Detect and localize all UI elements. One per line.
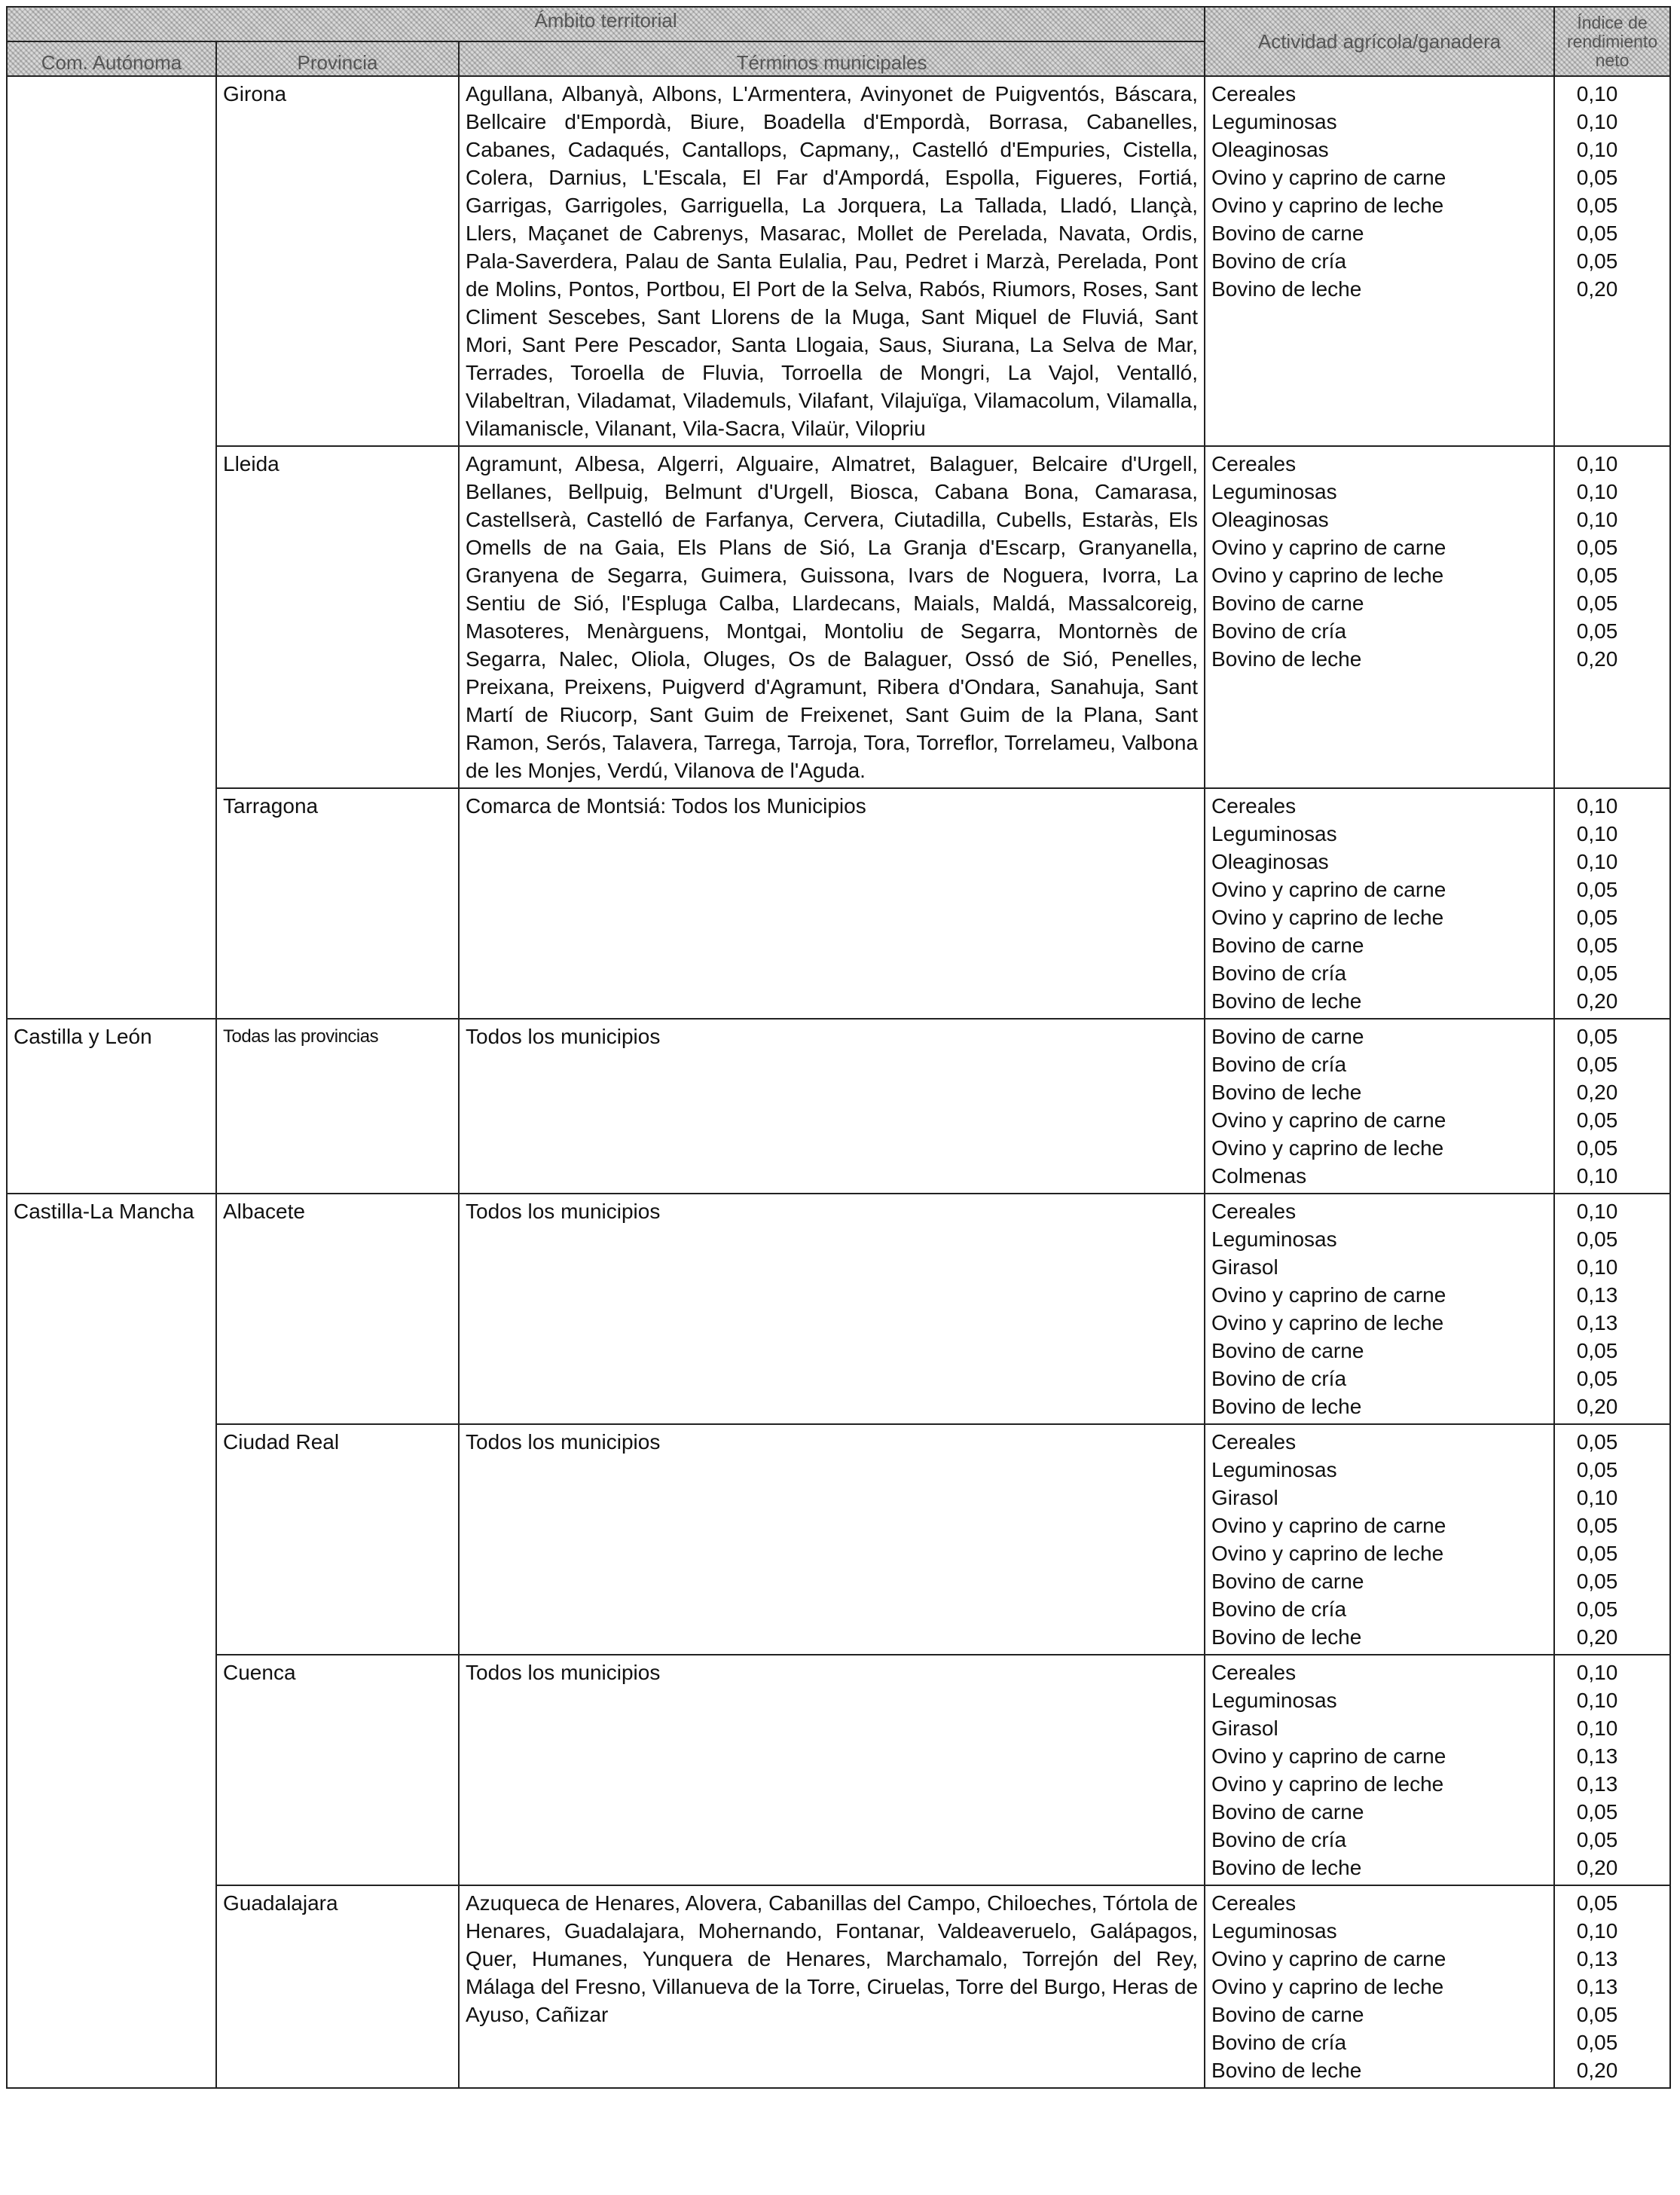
actividad-item: Oleaginosas [1211,508,1329,531]
actividad-item: Ovino y caprino de carne [1211,166,1446,189]
actividad-item: Cereales [1211,1661,1297,1684]
indice-value: 0,05 [1576,2003,1618,2026]
actividad-item: Leguminosas [1211,1919,1337,1943]
actividad-item: Ovino y caprino de leche [1211,1542,1444,1565]
cell-terminos-municipales: Comarca de Montsiá: Todos los Municipios [459,788,1205,1019]
indice-value: 0,10 [1576,1200,1618,1223]
actividad-item: Cereales [1211,1891,1297,1915]
actividad-item: Bovino de leche [1211,1625,1362,1649]
actividad-item: Ovino y caprino de carne [1211,1947,1446,1970]
cell-terminos-municipales: Agullana, Albanyà, Albons, L'Armentera, Avinyonet de Puigventós, Báscara, Bellcaire d'Empordà, Biure, Boadella d'Empordà, Borrasa, Cabanelles, Cabanes, Cadaqués, Cantallops, Capmany,, Castelló d'Empuries, Cistella, Colera, Darnius, L'Escala, El Far d'Ampordá, Espolla, Figueres, Fortiá, Garrigas, Garrigoles, Garriguella, La Jorquera, La Tallada, Lladó, Llançà, Llers, Maçanet de Cabrenys, Masarac, Mollet de Perelada, Navata, Ordis, Pala-Saverdera, Palau de Santa Eulalia, Pau, Pedret i Marzà, Perelada, Pont de Molins, Pontos, Portbou, El Port de la Selva, Rabós, Riumors, Roses, Sant Climent Sescebes, Sant Llorens de la Muga, Sant Miquel de Fluviá, Sant Mori, Sant Pere Pescador, Santa Llogaia, Saus, Siurana, La Selva de Mar, Terrades, Toroella de Fluvia, Torroella de Mongri, La Vajol, Ventalló, Vilabeltran, Viladamat, Vilademuls, Vilafant, Vilajuïga, Vilamacolum, Vilamalla, Vilamaniscle, Vilanant, Vila-Sacra, Vilaür, Vilopriu [459,76,1205,446]
actividad-item: Bovino de carne [1211,1339,1364,1362]
actividad-item: Bovino de carne [1211,2003,1364,2026]
actividad-item: Cereales [1211,1430,1297,1454]
cell-actividad [1205,446,1554,788]
actividad-item: Oleaginosas [1211,850,1329,873]
indice-value: 0,10 [1576,82,1618,105]
cell-indice [1554,1019,1670,1194]
actividad-item: Ovino y caprino de leche [1211,194,1444,217]
actividad-item: Ovino y caprino de leche [1211,906,1444,929]
actividad-item: Bovino de leche [1211,277,1362,301]
indice-value: 0,13 [1576,1744,1618,1768]
indice-value: 0,10 [1576,1486,1618,1509]
actividad-item: Bovino de carne [1211,934,1364,957]
actividad-item: Ovino y caprino de carne [1211,1108,1446,1132]
indice-value: 0,05 [1576,1227,1618,1251]
indice-value: 0,05 [1576,619,1618,643]
indice-value: 0,13 [1576,1311,1618,1334]
actividad-item: Leguminosas [1211,822,1337,845]
cell-provincia: Albacete [216,1194,459,1424]
indice-value: 0,20 [1576,1625,1618,1649]
actividad-item: Bovino de leche [1211,647,1362,671]
table-row [7,1194,1670,1424]
indice-value: 0,10 [1576,1255,1618,1279]
actividad-item: Ovino y caprino de carne [1211,1744,1446,1768]
indice-value: 0,13 [1576,1772,1618,1796]
indice-value: 0,05 [1576,1514,1618,1537]
table-sheet [6,6,1669,2089]
actividad-item: Bovino de leche [1211,2059,1362,2082]
cell-terminos-municipales: Todos los municipios [459,1424,1205,1655]
cell-indice [1554,1424,1670,1655]
indice-value: 0,10 [1576,508,1618,531]
cell-provincia: Lleida [216,446,459,788]
indice-value: 0,10 [1576,110,1618,133]
actividad-item: Bovino de cría [1211,1367,1347,1390]
cell-indice [1554,1655,1670,1885]
actividad-item: Cereales [1211,794,1297,818]
cell-terminos-municipales: Azuqueca de Henares, Alovera, Cabanillas del Campo, Chiloeches, Tórtola de Henares, Guadalajara, Mohernando, Fontanar, Valdeaveruelo, Galápagos, Quer, Humanes, Yunquera de Henares, Marchamalo, Torrejón del Rey, Málaga del Fresno, Villanueva de la Torre, Ciruelas, Torre del Burgo, Heras de Ayuso, Cañizar [459,1885,1205,2088]
indice-value: 0,10 [1576,138,1618,161]
header-prov: Provincia [216,41,459,76]
actividad-item: Bovino de leche [1211,1856,1362,1879]
indice-value: 0,10 [1576,794,1618,818]
indice-value: 0,05 [1576,1597,1618,1621]
indice-value: 0,10 [1576,1164,1618,1188]
cell-provincia: Todas las provincias [216,1019,459,1194]
indice-value: 0,05 [1576,249,1618,273]
actividad-item: Bovino de carne [1211,1025,1364,1048]
actividad-item: Girasol [1211,1717,1278,1740]
actividad-item: Leguminosas [1211,110,1337,133]
indice-value: 0,10 [1576,1717,1618,1740]
cell-com-autonoma: Castilla-La Mancha [7,1194,216,2088]
indice-value: 0,05 [1576,592,1618,615]
actividad-item: Bovino de cría [1211,1053,1347,1076]
cell-indice [1554,446,1670,788]
header-mun: Términos municipales [459,41,1205,76]
actividad-item: Girasol [1211,1255,1278,1279]
indice-value: 0,05 [1576,1570,1618,1593]
actividad-item: Bovino de cría [1211,2031,1347,2054]
table-header [7,7,1670,76]
indice-value: 0,10 [1576,1661,1618,1684]
cell-actividad [1205,1424,1554,1655]
cell-com-autonoma [7,76,216,1019]
indice-value: 0,05 [1576,536,1618,559]
actividad-item: Bovino de cría [1211,1828,1347,1851]
cell-terminos-municipales: Todos los municipios [459,1194,1205,1424]
indice-value: 0,10 [1576,1919,1618,1943]
cell-indice [1554,76,1670,446]
cell-actividad [1205,1655,1554,1885]
cell-actividad [1205,76,1554,446]
indice-value: 0,05 [1576,1828,1618,1851]
indice-value: 0,20 [1576,1856,1618,1879]
indice-value: 0,05 [1576,934,1618,957]
actividad-item: Bovino de carne [1211,222,1364,245]
indice-value: 0,10 [1576,822,1618,845]
indice-value: 0,20 [1576,1081,1618,1104]
table-body [7,76,1670,2088]
cell-terminos-municipales: Todos los municipios [459,1019,1205,1194]
actividad-item: Bovino de carne [1211,1570,1364,1593]
actividad-item: Bovino de cría [1211,1597,1347,1621]
actividad-item: Bovino de leche [1211,989,1362,1013]
actividad-item: Leguminosas [1211,480,1337,503]
actividad-item: Leguminosas [1211,1458,1337,1481]
actividad-item: Cereales [1211,82,1297,105]
actividad-item: Ovino y caprino de leche [1211,1311,1444,1334]
indice-value: 0,20 [1576,647,1618,671]
actividad-item: Leguminosas [1211,1227,1337,1251]
indice-value: 0,05 [1576,564,1618,587]
header-com: Com. Autónoma [7,41,216,76]
cell-provincia: Ciudad Real [216,1424,459,1655]
cell-provincia: Tarragona [216,788,459,1019]
actividad-item: Ovino y caprino de carne [1211,1283,1446,1307]
cell-provincia: Cuenca [216,1655,459,1885]
indice-value: 0,10 [1576,480,1618,503]
indice-value: 0,20 [1576,989,1618,1013]
actividad-item: Ovino y caprino de leche [1211,1975,1444,1998]
indice-value: 0,05 [1576,1053,1618,1076]
table-row [7,788,1670,1019]
indice-value: 0,05 [1576,1108,1618,1132]
actividad-item: Colmenas [1211,1164,1307,1188]
indice-value: 0,05 [1576,2031,1618,2054]
actividad-item: Bovino de carne [1211,592,1364,615]
cell-com-autonoma: Castilla y León [7,1019,216,1194]
indice-value: 0,05 [1576,166,1618,189]
cell-actividad [1205,1885,1554,2088]
indice-value: 0,05 [1576,1891,1618,1915]
actividad-item: Bovino de cría [1211,249,1347,273]
actividad-item: Ovino y caprino de carne [1211,878,1446,901]
cell-terminos-municipales: Agramunt, Albesa, Algerri, Alguaire, Almatret, Balaguer, Belcaire d'Urgell, Bellanes, Bellpuig, Belmunt d'Urgell, Biosca, Cabana Bona, Camarasa, Castellserà, Castelló de Farfanya, Cervera, Ciutadilla, Cubells, Estaràs, Els Omells de na Gaia, Els Plans de Sió, La Granja d'Escarp, Granyanella, Granyena de Segarra, Guimera, Guissona, Ivars de Noguera, Ivorra, La Sentiu de Sió, l'Espluga Calba, Llardecans, Maials, Maldá, Massalcoreig, Masoteres, Menàrguens, Montgai, Montoliu de Segarra, Montornès de Segarra, Nalec, Oliola, Oluges, Os de Balaguer, Ossó de Sió, Penelles, Preixana, Preixens, Puigverd d'Agramunt, Ribera d'Ondara, Sanahuja, Sant Martí de Riucorp, Sant Guim de Freixenet, Sant Guim de la Plana, Sant Ramon, Serós, Talavera, Tarrega, Tarroja, Tora, Torreflor, Torrelameu, Valbona de les Monjes, Verdú, Vilanova de l'Aguda. [459,446,1205,788]
table-row [7,76,1670,446]
indice-value: 0,05 [1576,878,1618,901]
cell-actividad [1205,1194,1554,1424]
actividad-item: Ovino y caprino de leche [1211,1136,1444,1160]
header-ambito: Ámbito territorial [7,7,1205,41]
cell-terminos-municipales: Todos los municipios [459,1655,1205,1885]
cell-provincia: Girona [216,76,459,446]
indice-value: 0,13 [1576,1975,1618,1998]
indice-value: 0,05 [1576,1339,1618,1362]
actividad-item: Girasol [1211,1486,1278,1509]
actividad-item: Bovino de cría [1211,961,1347,985]
indice-value: 0,05 [1576,1025,1618,1048]
indice-value: 0,05 [1576,1458,1618,1481]
actividad-item: Ovino y caprino de carne [1211,1514,1446,1537]
header-actividad: Actividad agrícola/ganadera [1205,7,1554,76]
indice-value: 0,05 [1576,1367,1618,1390]
table-row [7,1424,1670,1655]
indice-value: 0,05 [1576,222,1618,245]
actividad-item: Ovino y caprino de leche [1211,564,1444,587]
indice-value: 0,05 [1576,1542,1618,1565]
actividad-item: Bovino de cría [1211,619,1347,643]
indice-value: 0,20 [1576,1395,1618,1418]
indice-value: 0,05 [1576,1430,1618,1454]
actividad-item: Leguminosas [1211,1689,1337,1712]
actividad-item: Cereales [1211,452,1297,475]
table-row [7,1655,1670,1885]
indice-value: 0,05 [1576,1136,1618,1160]
indice-value: 0,13 [1576,1947,1618,1970]
indice-value: 0,05 [1576,906,1618,929]
actividad-item: Cereales [1211,1200,1297,1223]
indice-value: 0,05 [1576,961,1618,985]
data-table [6,6,1671,2089]
indice-value: 0,10 [1576,452,1618,475]
header-indice: Índice de rendimiento neto [1554,7,1670,76]
indice-value: 0,10 [1576,1689,1618,1712]
indice-value: 0,20 [1576,2059,1618,2082]
actividad-item: Bovino de carne [1211,1800,1364,1824]
indice-value: 0,05 [1576,1800,1618,1824]
cell-actividad [1205,1019,1554,1194]
actividad-item: Ovino y caprino de carne [1211,536,1446,559]
actividad-item: Ovino y caprino de leche [1211,1772,1444,1796]
cell-indice [1554,1194,1670,1424]
cell-actividad [1205,788,1554,1019]
indice-value: 0,13 [1576,1283,1618,1307]
indice-value: 0,05 [1576,194,1618,217]
table-row [7,446,1670,788]
cell-indice [1554,788,1670,1019]
indice-value: 0,10 [1576,850,1618,873]
actividad-item: Oleaginosas [1211,138,1329,161]
actividad-item: Bovino de leche [1211,1395,1362,1418]
actividad-item: Bovino de leche [1211,1081,1362,1104]
cell-indice [1554,1885,1670,2088]
table-row [7,1019,1670,1194]
indice-value: 0,20 [1576,277,1618,301]
cell-provincia: Guadalajara [216,1885,459,2088]
table-row [7,1885,1670,2088]
